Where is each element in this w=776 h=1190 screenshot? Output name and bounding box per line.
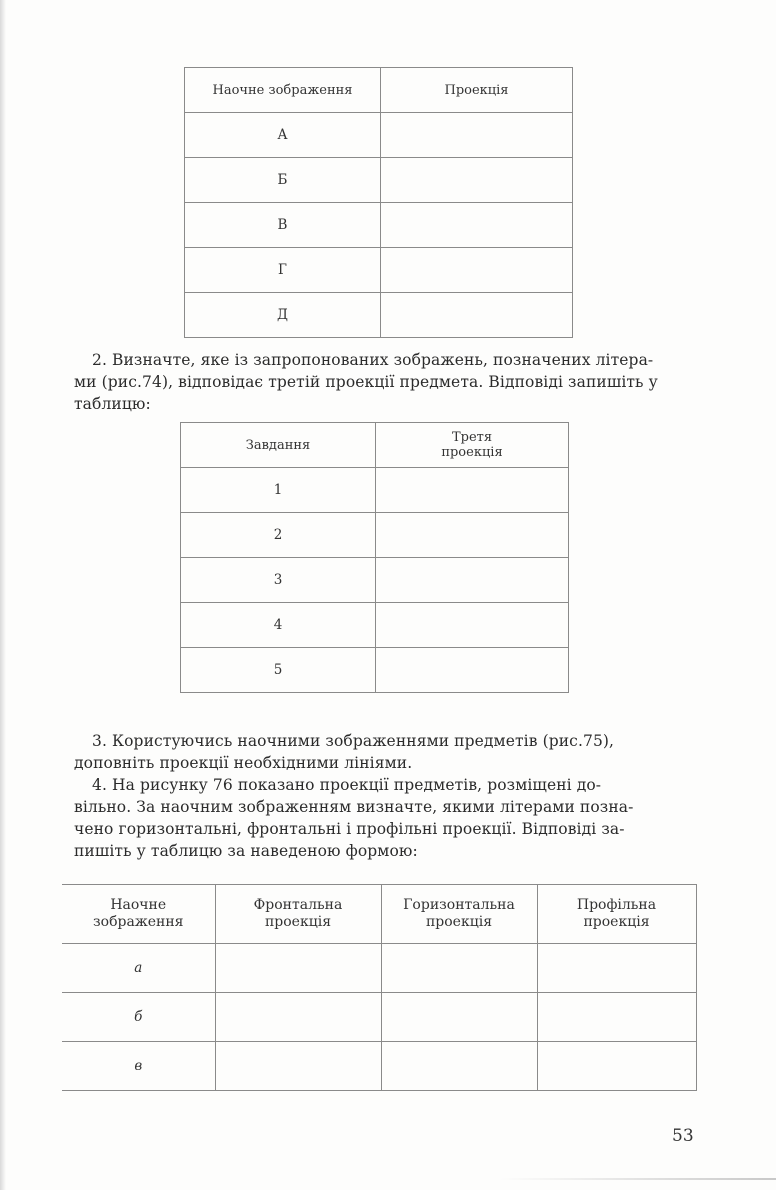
header-projection: Проекція [381, 68, 573, 113]
answer-cell[interactable] [376, 513, 569, 558]
text-line: чено горизонтальні, фронтальні і профільні проекції. Відповіді за- [74, 820, 625, 838]
page-edge-shadow [0, 0, 6, 1190]
table-header-row [181, 423, 569, 468]
header-line: проекція [264, 914, 332, 930]
header-visual-image: Наочне зображення [185, 68, 381, 113]
text-line: 3. Користуючись наочними зображеннями предметів (рис.75), [92, 732, 615, 750]
answer-cell[interactable] [537, 1042, 696, 1091]
answer-cell[interactable] [381, 293, 573, 338]
row-label: а [62, 944, 215, 993]
header-line: Горизонтальна [403, 897, 515, 913]
row-label: 4 [181, 603, 376, 648]
header-task: Завдання [181, 423, 376, 468]
row-label: Г [185, 248, 381, 293]
table-row [62, 993, 696, 1042]
text-line: 4. На рисунку 76 показано проекції предметів, розміщені до- [92, 776, 602, 794]
answer-cell[interactable] [381, 113, 573, 158]
answer-cell[interactable] [381, 248, 573, 293]
header-line: Профільна [576, 897, 657, 913]
header-horizontal-projection [381, 885, 537, 944]
table-header-row [62, 885, 696, 944]
table-row [185, 158, 573, 203]
answer-cell[interactable] [376, 603, 569, 648]
task-4-text [74, 774, 698, 862]
table-row [185, 293, 573, 338]
projections-form-table [62, 884, 697, 1091]
header-line: зображення [93, 914, 184, 930]
header-frontal-projection [215, 885, 381, 944]
table-row [181, 468, 569, 513]
row-label: в [62, 1042, 215, 1091]
page-bottom-edge [500, 1178, 776, 1180]
table-row [62, 1042, 696, 1091]
text-line: доповніть проекції необхідними лініями. [74, 754, 413, 772]
row-label: В [185, 203, 381, 248]
answer-cell[interactable] [381, 944, 537, 993]
text-line: ми (рис.74), відповідає третій проекції предмета. Відповіді запишіть у [74, 373, 658, 391]
task-3-text [74, 730, 698, 774]
table-row [185, 203, 573, 248]
answer-cell[interactable] [381, 158, 573, 203]
answer-cell[interactable] [376, 468, 569, 513]
row-label: 3 [181, 558, 376, 603]
table-row [181, 603, 569, 648]
header-line: Третя [451, 430, 493, 445]
table-row [181, 513, 569, 558]
row-label: Б [185, 158, 381, 203]
task-2-text [74, 349, 698, 415]
table-row [185, 113, 573, 158]
header-line: проекція [583, 914, 650, 930]
row-label: 1 [181, 468, 376, 513]
text-line: вільно. За наочним зображенням визначте, якими літерами позна- [74, 798, 634, 816]
table-row [62, 944, 696, 993]
answer-cell[interactable] [215, 944, 381, 993]
table-row [185, 248, 573, 293]
page-number: 53 [672, 1126, 694, 1146]
header-line: проекція [425, 914, 493, 930]
answer-cell[interactable] [215, 993, 381, 1042]
table-header-row [185, 68, 573, 113]
third-projection-table [180, 422, 569, 693]
row-label: 2 [181, 513, 376, 558]
projection-table [184, 67, 573, 338]
row-label: б [62, 993, 215, 1042]
header-line: Фронтальна [253, 897, 343, 913]
table-row [181, 648, 569, 693]
text-line: пишіть у таблицю за наведеною формою: [74, 842, 418, 860]
row-label: 5 [181, 648, 376, 693]
header-visual-image [62, 885, 215, 944]
answer-cell[interactable] [537, 944, 696, 993]
header-line: проекція [441, 445, 503, 460]
header-profile-projection [537, 885, 696, 944]
header-third-projection [376, 423, 569, 468]
row-label: Д [185, 293, 381, 338]
row-label: А [185, 113, 381, 158]
answer-cell[interactable] [381, 203, 573, 248]
answer-cell[interactable] [537, 993, 696, 1042]
answer-cell[interactable] [215, 1042, 381, 1091]
answer-cell[interactable] [381, 1042, 537, 1091]
answer-cell[interactable] [381, 993, 537, 1042]
text-line: 2. Визначте, яке із запропонованих зображень, позначених літера- [92, 351, 654, 369]
header-line: Наочне [110, 897, 167, 913]
answer-cell[interactable] [376, 648, 569, 693]
text-line: таблицю: [74, 395, 151, 413]
table-row [181, 558, 569, 603]
answer-cell[interactable] [376, 558, 569, 603]
